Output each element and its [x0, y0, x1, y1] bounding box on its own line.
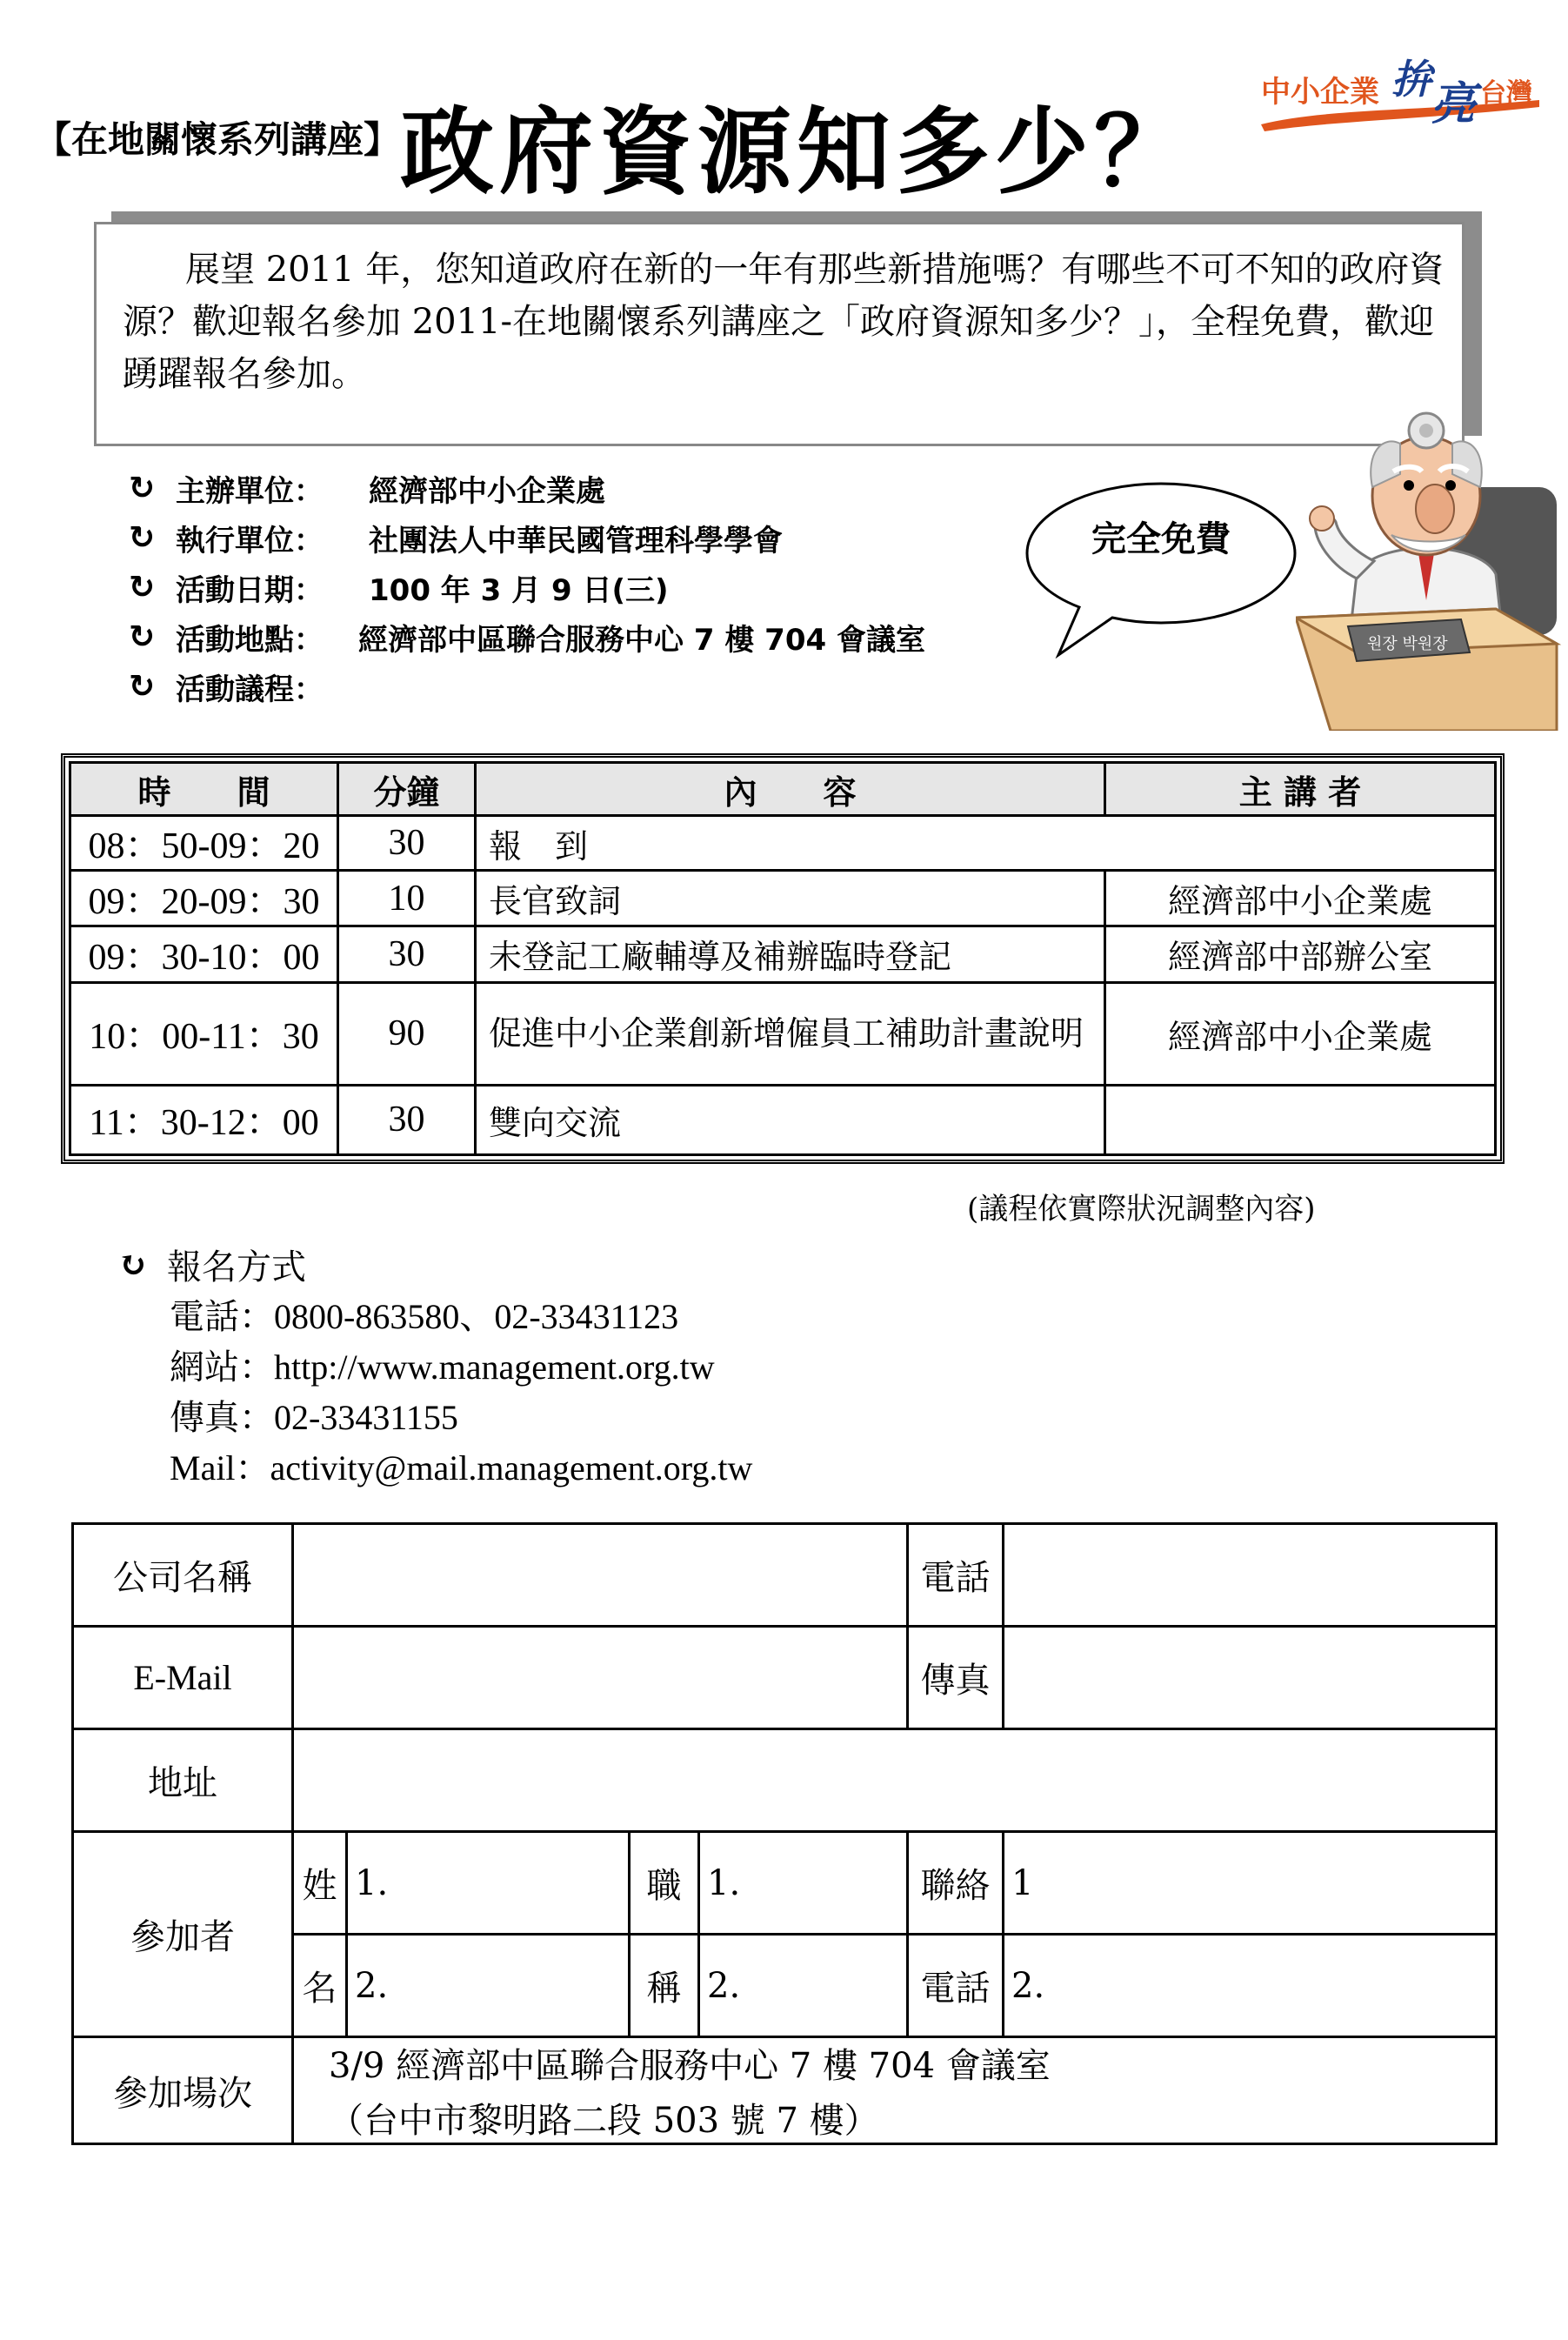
session-label: 參加場次: [73, 2037, 293, 2144]
speaker-cell: 經濟部中部辦公室: [1105, 926, 1496, 982]
table-row: [70, 926, 1496, 982]
form-row-address: [73, 1729, 1497, 1832]
time-cell: 10：00-11：30: [70, 982, 338, 1085]
fax-label: 傳真: [908, 1627, 1004, 1729]
info-label: 執行單位：: [176, 524, 324, 558]
time-cell: 11：30-12：00: [70, 1085, 338, 1154]
nameplate-text: 원장 박원장: [1367, 635, 1448, 653]
logo-text-d: 台灣: [1480, 78, 1532, 109]
series-label: 【在地關懷系列講座】: [35, 118, 401, 161]
address-label: 地址: [73, 1729, 293, 1832]
mascot-illustration: [1296, 391, 1565, 731]
free-badge: 完全免費: [1091, 519, 1231, 559]
table-row: [70, 816, 1496, 871]
session-cell: [293, 2037, 1497, 2144]
company-field[interactable]: [293, 1524, 908, 1627]
registration-mail[interactable]: Mail：activity@mail.management.org.tw: [170, 1448, 753, 1488]
speech-bubble: [1022, 477, 1300, 659]
info-executor: [129, 517, 783, 559]
refresh-icon: ↻: [129, 520, 156, 556]
refresh-icon: ↻: [129, 570, 156, 605]
minutes-cell: 90: [338, 982, 476, 1085]
info-value: 經濟部中小企業處: [369, 474, 605, 509]
refresh-icon: ↻: [129, 669, 156, 705]
form-row-company: [73, 1524, 1497, 1627]
refresh-icon: ↻: [129, 619, 156, 655]
table-row: [70, 982, 1496, 1085]
table-row: [70, 1085, 1496, 1154]
logo-text-b: 拚: [1391, 56, 1431, 103]
column-header-time: 時 間: [70, 763, 338, 816]
info-label: 活動地點：: [176, 623, 324, 658]
info-organizer: [129, 467, 605, 510]
registration-website[interactable]: 網站：http://www.management.org.tw: [170, 1347, 715, 1387]
time-cell: 08：50-09：20: [70, 816, 338, 871]
contact-label-b: 電話: [908, 1935, 1004, 2037]
info-location: [129, 616, 925, 659]
minutes-cell: 30: [338, 816, 476, 871]
email-field[interactable]: [293, 1627, 908, 1729]
page-title: 政府資源知多少？: [400, 98, 1194, 207]
info-value: 100 年 3 月 9 日(三): [369, 573, 669, 608]
refresh-icon: ↻: [129, 471, 156, 506]
form-row-session: [73, 2037, 1497, 2144]
contact-field-2[interactable]: 2.: [1004, 1935, 1497, 2037]
table-header-row: [70, 763, 1496, 816]
registration-phone: 電話：0800-863580、02-33431123: [170, 1297, 679, 1336]
name-field-1[interactable]: 1.: [347, 1832, 630, 1935]
session-line-1: 3/9 經濟部中區聯合服務中心 7 樓 704 會議室: [329, 2046, 1051, 2086]
content-cell: 雙向交流: [476, 1085, 1105, 1154]
refresh-icon: ↻: [118, 1244, 148, 1285]
agenda-note: (議程依實際狀況調整內容): [967, 1192, 1316, 1227]
table-row: [70, 871, 1496, 926]
fax-field[interactable]: [1004, 1627, 1497, 1729]
agenda-table: [69, 761, 1497, 1156]
form-row-email: [73, 1627, 1497, 1729]
speaker-cell: 經濟部中小企業處: [1105, 871, 1496, 926]
phone-label: 電話: [908, 1524, 1004, 1627]
info-value: 社團法人中華民國管理科學學會: [369, 524, 783, 558]
participant-label: 參加者: [73, 1832, 293, 2037]
title-label-b: 稱: [630, 1935, 699, 2037]
content-cell: 長官致詞: [476, 871, 1105, 926]
name-label-b: 名: [293, 1935, 347, 2037]
info-value: 經濟部中區聯合服務中心 7 樓 704 會議室: [358, 623, 925, 658]
minutes-cell: 30: [338, 926, 476, 982]
info-label: 活動議程：: [176, 672, 324, 707]
content-cell: 報 到: [476, 816, 1496, 871]
info-label: 主辦單位：: [176, 474, 324, 509]
intro-text: 展望 2011 年，您知道政府在新的一年有那些新措施嗎？有哪些不可不知的政府資源？歡迎報名參加 2011-在地關懷系列講座之「政府資源知多少？」，全程免費，歡迎踴躍報名參加。: [123, 250, 1445, 394]
speaker-cell: [1105, 1085, 1496, 1154]
column-header-minutes: 分鐘: [338, 763, 476, 816]
contact-field-1[interactable]: 1: [1004, 1832, 1497, 1935]
content-cell: 促進中小企業創新增僱員工補助計畫說明: [476, 982, 1105, 1085]
column-header-content: 內 容: [476, 763, 1105, 816]
title-field-1[interactable]: 1.: [699, 1832, 908, 1935]
name-field-2[interactable]: 2.: [347, 1935, 630, 2037]
info-label: 活動日期：: [176, 573, 324, 608]
time-cell: 09：30-10：00: [70, 926, 338, 982]
registration-title-text: 報名方式: [167, 1247, 306, 1287]
registration-form: [71, 1522, 1498, 2145]
info-agenda: [129, 665, 350, 708]
address-field[interactable]: [293, 1729, 1497, 1832]
email-label: E-Mail: [73, 1627, 293, 1729]
speaker-cell: 經濟部中小企業處: [1105, 982, 1496, 1085]
intro-box: [94, 222, 1465, 446]
column-header-speaker: 主 講 者: [1105, 763, 1496, 816]
phone-field[interactable]: [1004, 1524, 1497, 1627]
registration-title: [118, 1240, 306, 1289]
title-field-2[interactable]: 2.: [699, 1935, 908, 2037]
content-cell: 未登記工廠輔導及補辦臨時登記: [476, 926, 1105, 982]
agenda-table-frame: [61, 753, 1505, 1164]
title-label-a: 職: [630, 1832, 699, 1935]
info-date: [129, 566, 669, 609]
contact-label-a: 聯絡: [908, 1832, 1004, 1935]
minutes-cell: 10: [338, 871, 476, 926]
logo: [1252, 48, 1548, 144]
session-line-2: （台中市黎明路二段 503 號 7 樓）: [329, 2101, 879, 2141]
form-row-participant-1: [73, 1832, 1497, 1935]
time-cell: 09：20-09：30: [70, 871, 338, 926]
name-label-a: 姓: [293, 1832, 347, 1935]
registration-fax: 傳真：02-33431155: [170, 1398, 458, 1437]
minutes-cell: 30: [338, 1085, 476, 1154]
company-label: 公司名稱: [73, 1524, 293, 1627]
logo-text-c: 亮: [1431, 77, 1477, 130]
logo-text-a: 中小企業: [1261, 75, 1379, 110]
